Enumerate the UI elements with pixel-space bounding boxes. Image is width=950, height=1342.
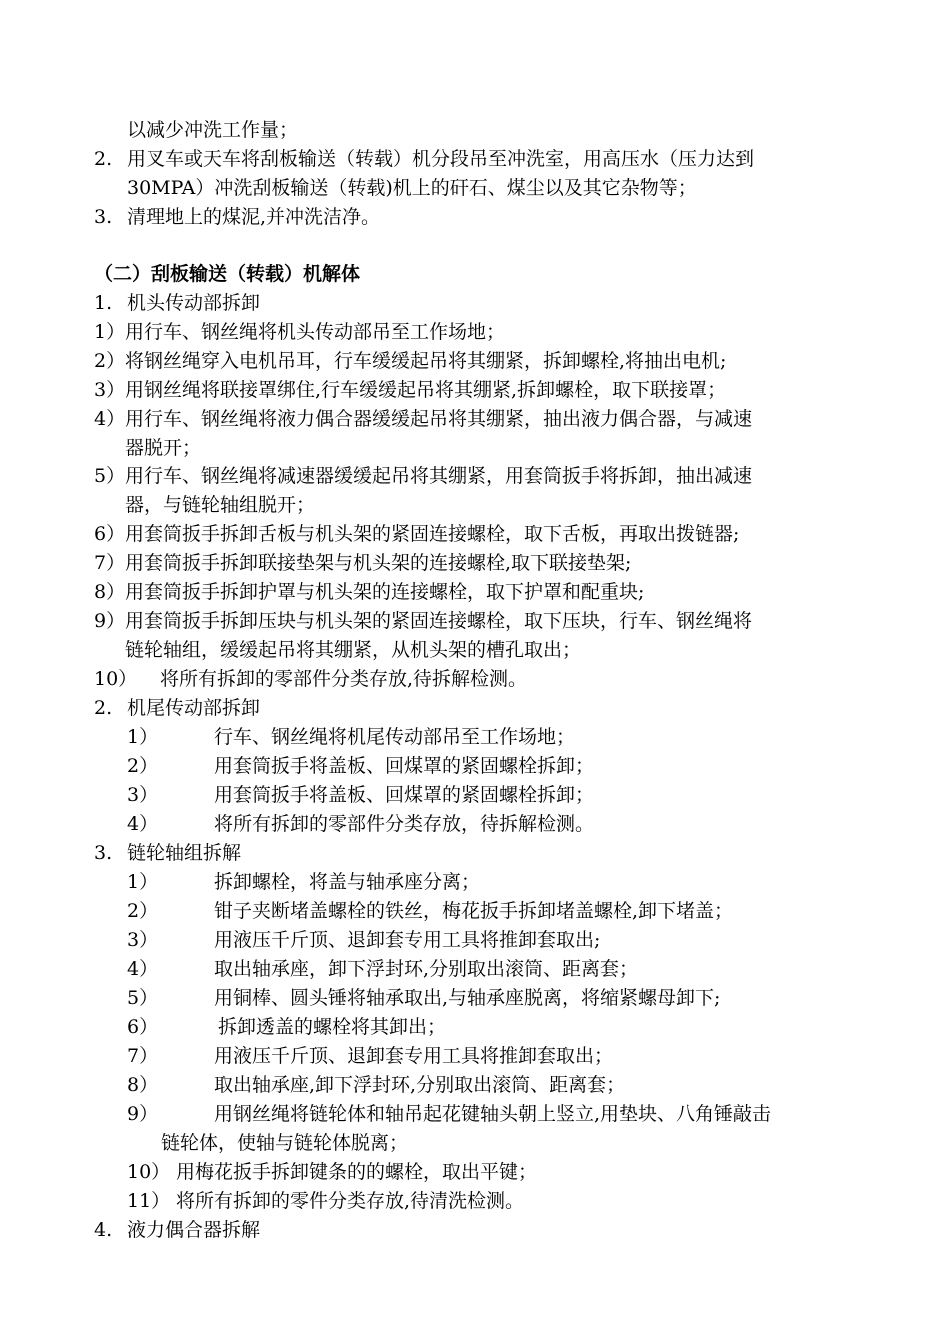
list-number: 7） bbox=[94, 552, 126, 574]
paragraph-text: 器，与链轮轴组脱开； bbox=[125, 494, 316, 516]
list-item bbox=[0, 318, 950, 347]
paragraph-text: 钳子夹断堵盖螺栓的铁丝，梅花扳手拆卸堵盖螺栓,卸下堵盖； bbox=[214, 900, 734, 922]
list-number: 4） bbox=[94, 408, 126, 430]
list-number: 1） bbox=[127, 871, 159, 893]
list-item bbox=[0, 1158, 950, 1187]
list-item bbox=[0, 520, 950, 549]
subsection-heading bbox=[0, 1216, 950, 1245]
paragraph-text: 用钢丝绳将联接罩绑住,行车缓缓起吊将其绷紧,拆卸螺栓，取下联接罩； bbox=[125, 379, 727, 401]
list-item bbox=[0, 607, 950, 636]
list-item bbox=[0, 1071, 950, 1100]
list-item bbox=[0, 347, 950, 376]
paragraph-text: 器脱开； bbox=[125, 437, 202, 459]
paragraph-text: 用铜棒、圆头锤将轴承取出,与轴承座脱离，将缩紧螺母卸下; bbox=[214, 987, 721, 1009]
paragraph-text: 用套筒扳手拆卸护罩与机头架的连接螺栓，取下护罩和配重块; bbox=[125, 581, 645, 603]
list-number: 4） bbox=[127, 813, 159, 835]
paragraph-text: 清理地上的煤泥,并冲洗洁净。 bbox=[127, 206, 381, 228]
list-item bbox=[0, 1042, 950, 1071]
list-number: 5） bbox=[127, 987, 159, 1009]
list-number: 1） bbox=[94, 321, 126, 343]
list-item bbox=[0, 868, 950, 897]
paragraph-text: 用套筒扳手拆卸联接垫架与机头架的连接螺栓,取下联接垫架; bbox=[125, 552, 632, 574]
section-heading bbox=[0, 260, 950, 289]
paragraph-text: 以减少冲洗工作量； bbox=[127, 119, 299, 141]
paragraph-text: 取出轴承座，卸下浮封环,分别取出滚筒、距离套； bbox=[214, 958, 639, 980]
paragraph-text: 用钢丝绳将链轮体和轴吊起花键轴头朝上竖立,用垫块、八角锤敲击 bbox=[214, 1103, 772, 1125]
subsection-title: 机头传动部拆卸 bbox=[127, 292, 261, 314]
paragraph-text: 用叉车或天车将刮板输送（转载）机分段吊至冲洗室，用高压水（压力达到 bbox=[127, 148, 755, 170]
paragraph-text: 将所有拆卸的零部件分类存放,待拆解检测。 bbox=[160, 668, 528, 690]
list-number: 9） bbox=[94, 610, 126, 632]
subsection-title: 链轮轴组拆解 bbox=[127, 842, 242, 864]
paragraph-text: 拆卸透盖的螺栓将其卸出； bbox=[218, 1016, 447, 1038]
paragraph-text: 用套筒扳手拆卸压块与机头架的紧固连接螺栓，取下压块，行车、钢丝绳将 bbox=[125, 610, 753, 632]
list-item bbox=[0, 578, 950, 607]
list-number: 1. bbox=[94, 292, 113, 314]
subsection-title: 机尾传动部拆卸 bbox=[127, 697, 261, 719]
list-number: 11） bbox=[127, 1190, 171, 1212]
list-item bbox=[0, 810, 950, 839]
list-number: 1） bbox=[127, 726, 159, 748]
list-item bbox=[0, 897, 950, 926]
list-number: 7） bbox=[127, 1045, 159, 1067]
paragraph-text: 用套筒扳手拆卸舌板与机头架的紧固连接螺栓，取下舌板，再取出拨链器; bbox=[125, 523, 740, 545]
list-item bbox=[0, 1187, 950, 1216]
paragraph-text: 用行车、钢丝绳将减速器缓缓起吊将其绷紧，用套筒扳手将拆卸，抽出减速 bbox=[125, 465, 753, 487]
list-item-continuation bbox=[0, 116, 950, 145]
list-number: 3） bbox=[127, 929, 159, 951]
list-number: 8） bbox=[94, 581, 126, 603]
list-item bbox=[0, 955, 950, 984]
list-number: 2） bbox=[127, 900, 159, 922]
list-number: 3. bbox=[94, 206, 113, 228]
list-number: 3） bbox=[127, 784, 159, 806]
paragraph-text: 拆卸螺栓，将盖与轴承座分离； bbox=[214, 871, 481, 893]
list-item bbox=[0, 376, 950, 405]
list-item-continuation bbox=[0, 1129, 950, 1158]
list-item bbox=[0, 665, 950, 694]
list-item bbox=[0, 1100, 950, 1129]
list-number: 8） bbox=[127, 1074, 159, 1096]
list-item bbox=[0, 1013, 950, 1042]
paragraph-text: 链轮体，使轴与链轮体脱离； bbox=[161, 1132, 409, 1154]
paragraph-text: 将所有拆卸的零件分类存放,待清洗检测。 bbox=[176, 1190, 525, 1212]
list-item bbox=[0, 926, 950, 955]
paragraph-text: 链轮轴组，缓缓起吊将其绷紧，从机头架的槽孔取出； bbox=[125, 639, 582, 661]
paragraph-text: 用套筒扳手将盖板、回煤罩的紧固螺栓拆卸； bbox=[214, 755, 595, 777]
paragraph-text: 行车、钢丝绳将机尾传动部吊至工作场地； bbox=[214, 726, 576, 748]
paragraph-text: 将钢丝绳穿入电机吊耳，行车缓缓起吊将其绷紧，拆卸螺栓,将抽出电机; bbox=[125, 350, 727, 372]
list-item-continuation bbox=[0, 636, 950, 665]
paragraph-text: 用行车、钢丝绳将液力偶合器缓缓起吊将其绷紧，抽出液力偶合器，与减速 bbox=[125, 408, 753, 430]
list-item bbox=[0, 781, 950, 810]
paragraph-text: 用行车、钢丝绳将机头传动部吊至工作场地； bbox=[125, 321, 506, 343]
list-item-continuation bbox=[0, 174, 950, 203]
list-number: 4. bbox=[94, 1219, 113, 1241]
list-number: 2. bbox=[94, 697, 113, 719]
paragraph-text: 用液压千斤顶、退卸套专用工具将推卸套取出； bbox=[214, 1045, 614, 1067]
paragraph-text: 用液压千斤顶、退卸套专用工具将推卸套取出; bbox=[214, 929, 601, 951]
list-item bbox=[0, 752, 950, 781]
list-item bbox=[0, 984, 950, 1013]
list-item bbox=[0, 203, 950, 232]
list-number: 10） bbox=[127, 1161, 171, 1183]
list-item bbox=[0, 549, 950, 578]
paragraph-text: 将所有拆卸的零部件分类存放，待拆解检测。 bbox=[214, 813, 595, 835]
list-number: 3. bbox=[94, 842, 113, 864]
list-item bbox=[0, 723, 950, 752]
section-heading-text: （二）刮板输送（转载）机解体 bbox=[94, 263, 361, 285]
list-number: 6） bbox=[94, 523, 126, 545]
paragraph-text: 用梅花扳手拆卸键条的的螺栓，取出平键； bbox=[176, 1161, 538, 1183]
list-item bbox=[0, 405, 950, 434]
list-number: 2） bbox=[94, 350, 126, 372]
list-item bbox=[0, 462, 950, 491]
list-item-continuation bbox=[0, 491, 950, 520]
paragraph-text: 用套筒扳手将盖板、回煤罩的紧固螺栓拆卸； bbox=[214, 784, 595, 806]
list-item-continuation bbox=[0, 434, 950, 463]
list-number: 5） bbox=[94, 465, 126, 487]
subsection-heading bbox=[0, 289, 950, 318]
list-number: 10） bbox=[94, 668, 138, 690]
paragraph-text: 30MPA）冲洗刮板输送（转载)机上的矸石、煤尘以及其它杂物等； bbox=[127, 177, 697, 199]
list-number: 6） bbox=[127, 1016, 159, 1038]
list-number: 4） bbox=[127, 958, 159, 980]
list-number: 3） bbox=[94, 379, 126, 401]
paragraph-text: 取出轴承座,卸下浮封环,分别取出滚筒、距离套； bbox=[214, 1074, 626, 1096]
list-item bbox=[0, 145, 950, 174]
subsection-heading bbox=[0, 694, 950, 723]
subsection-title: 液力偶合器拆解 bbox=[127, 1219, 261, 1241]
list-number: 2） bbox=[127, 755, 159, 777]
list-number: 2. bbox=[94, 148, 113, 170]
list-number: 9） bbox=[127, 1103, 159, 1125]
subsection-heading bbox=[0, 839, 950, 868]
